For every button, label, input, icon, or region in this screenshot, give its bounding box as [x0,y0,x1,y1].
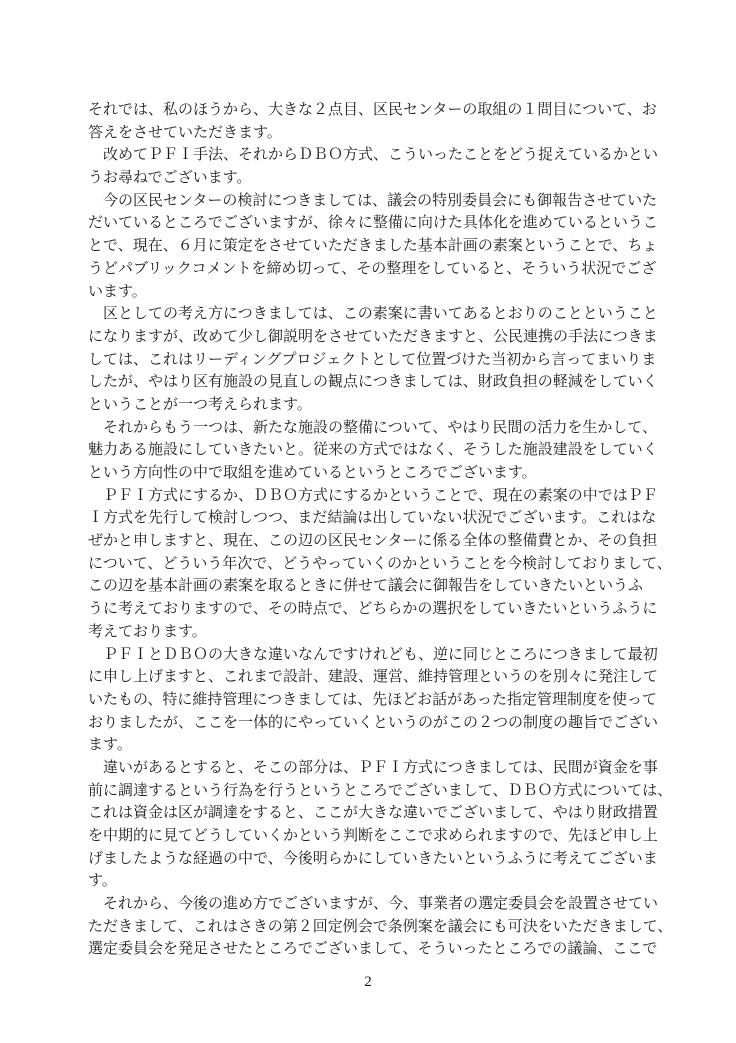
text-line: だいているところでございますが、徐々に整備に向けた具体化を進めているというこ [88,215,658,232]
text-line: います。 [88,283,147,300]
text-line: これは資金は区が調達をすると、ここが大きな違いでございまして、やはり財政措置 [88,805,658,822]
page-number: 2 [364,974,372,990]
text-line: という方向性の中で取組を進めているというところでございます。 [88,465,537,481]
text-line: ＰＦＩとＤＢＯの大きな違いなんですけれども、逆に同じところにつきまして最初 [88,646,658,663]
text-line: この辺を基本計画の素案を取るときに併せて議会に御報告をしていきたいというふ [88,578,644,595]
text-line: 魅力ある施設にしていきたいと。従来の方式ではなく、そうした施設建設をしていく [88,442,658,459]
text-line: ただきまして、これはさきの第２回定例会で条例案を議会にも可決をいただきまして、 [88,918,673,935]
text-line: に申し上げますと、これまで設計、建設、運営、維持管理というのを別々に発注して [88,669,659,686]
text-line: 違いがあるとすると、そこの部分は、ＰＦＩ方式につきましては、民間が資金を事 [88,759,658,776]
text-line: 前に調達するという行為を行うというところでございまして、ＤＢＯ方式については、 [88,782,673,799]
text-line: それから、今後の進め方でございますが、今、事業者の選定委員会を設置させてい [88,896,659,913]
text-line: それからもう一つは、新たな施設の整備について、やはり民間の活力を生かして、 [88,419,658,436]
text-line: を中期的に見てどうしていくかという判断をここで求められますので、先ほど申し上 [88,828,658,844]
text-line: 考えております。 [88,623,207,640]
text-line: うどパブリックコメントを締め切って、その整理をしていると、そういう状況でござ [88,260,657,277]
text-line: 今の区民センターの検討につきましては、議会の特別委員会にも御報告させていた [88,192,658,209]
text-block [88,99,673,961]
text-line: したが、やはり区有施設の見直しの観点につきましては、財政負担の軽減をしていく [88,374,658,391]
text-line: 改めてＰＦＩ手法、それからＤＢＯ方式、こういったことをどう捉えているかとい [88,147,659,164]
text-line: うに考えておりますので、その時点で、どちらかの選択をしていきたいというふうに [88,601,658,618]
text-line: とで、現在、６月に策定をさせていただきました基本計画の素案ということで、ちょ [88,238,658,255]
text-line: 区としての考え方につきましては、この素案に書いてあるとおりのことということ [88,306,658,323]
text-line: ます。 [88,737,132,754]
text-line: おりましたが、ここを一体的にやっていくというのがこの２つの制度の趣旨でござい [88,714,659,731]
text-line: うお尋ねでございます。 [88,170,252,187]
text-line: になりますが、改めて少し御説明をさせていただきますと、公民連携の手法につきま [88,328,658,345]
text-line: 答えをさせていただきます。 [88,124,282,141]
text-line: 選定委員会を発足させたところでございまして、そういったところでの議論、ここで [88,941,658,958]
text-line: いたもの、特に維持管理につきましては、先ほどお話があった指定管理制度を使って [88,691,657,708]
text-line: ということが一つ考えられます。 [88,396,312,413]
text-line: Ｉ方式を先行して検討しつつ、まだ結論は出していない状況でございます。これはな [88,510,657,527]
text-line: しては、これはリーディングプロジェクトとして位置づけた当初から言ってまいりま [88,351,657,368]
text-line: について、どういう年次で、どうやっていくのかということを今検討しておりまして、 [88,555,672,572]
text-line: げましたような経過の中で、今後明らかにしていきたいというふうに考えてございま [88,850,658,867]
text-line: ぜかと申しますと、現在、この辺の区民センターに係る全体の整備費とか、その負担 [88,533,658,550]
text-line: それでは、私のほうから、大きな２点目、区民センターの取組の１問目について、お [88,102,657,118]
text-line: ＰＦＩ方式にするか、ＤＢＯ方式にするかということで、現在の素案の中ではＰＦ [88,487,658,504]
text-line: す。 [88,873,117,890]
